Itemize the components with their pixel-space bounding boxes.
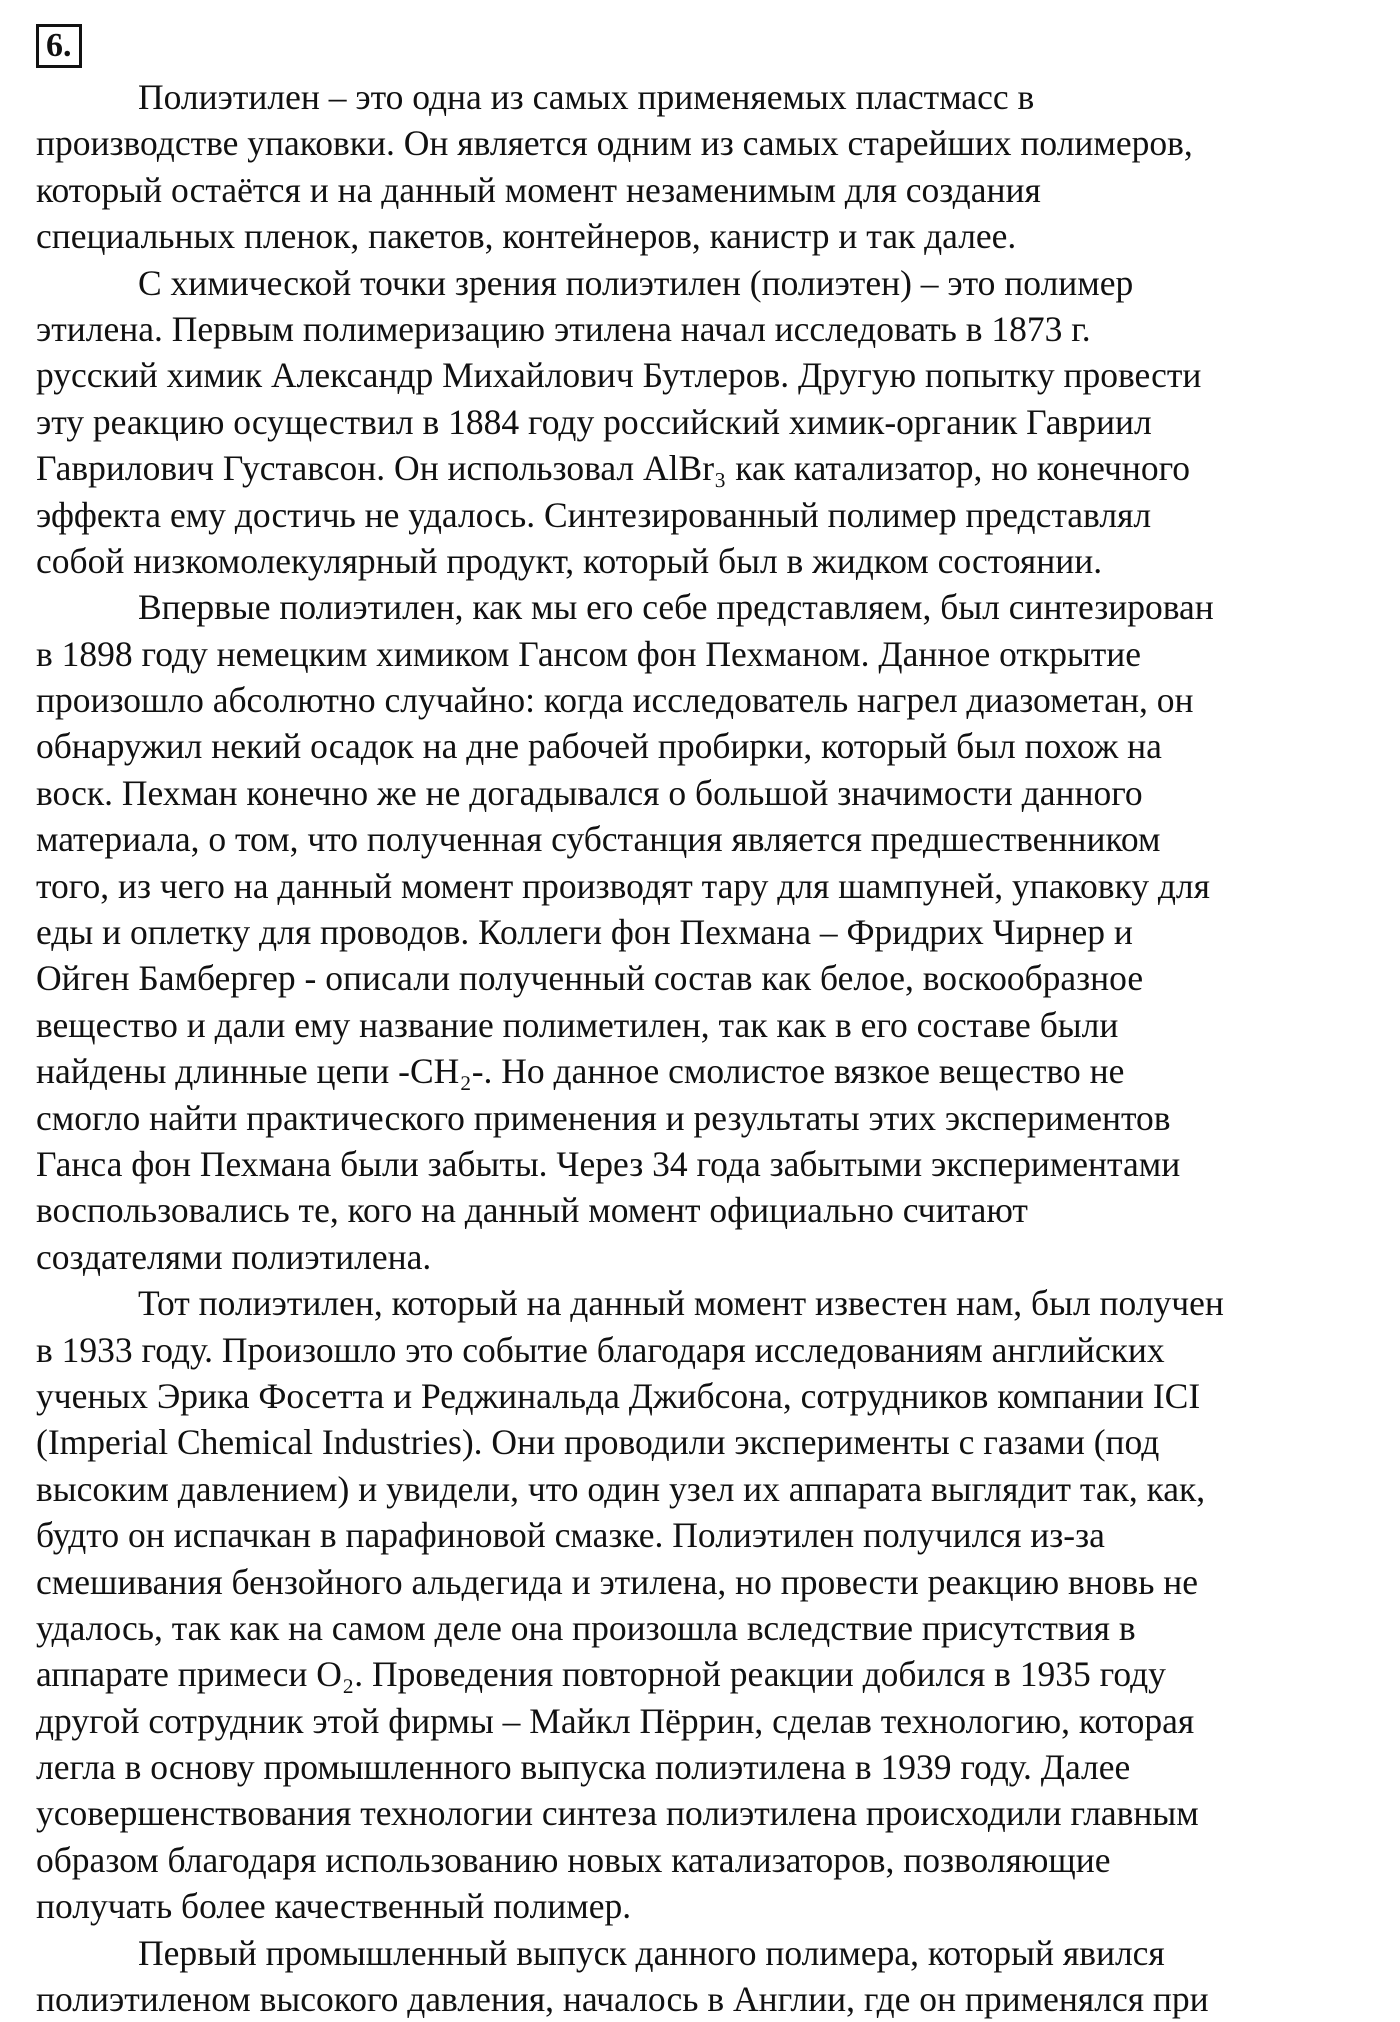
- paragraph-5: [36, 1930, 1400, 2022]
- text-line: удалось, так как на самом деле она произошла вследствие присутствия в: [36, 1607, 1136, 1648]
- text-line: материала, о том, что полученная субстанция является предшественником: [36, 819, 1161, 860]
- document-page: [36, 24, 1400, 2022]
- text-line: полиэтиленом высокого давления, началось в Англии, где он применялся при: [36, 1979, 1209, 2020]
- text-line: в 1933 году. Произошло это событие благодаря исследованиям английских: [36, 1329, 1165, 1370]
- text-line: воск. Пехман конечно же не догадывался о большой значимости данного: [36, 772, 1143, 813]
- text-line: будто он испачкан в парафиновой смазке. Полиэтилен получился из-за: [36, 1515, 1105, 1556]
- text-line: образом благодаря использованию новых катализаторов, позволяющие: [36, 1839, 1111, 1880]
- text-line: (Imperial Chemical Industries). Они проводили эксперименты с газами (под: [36, 1422, 1160, 1463]
- text-line: эту реакцию осуществил в 1884 году российский химик-органик Гавриил: [36, 401, 1152, 442]
- paragraph-1: [36, 74, 1400, 260]
- text-line: Впервые полиэтилен, как мы его себе представляем, был синтезирован: [138, 587, 1214, 628]
- text-line: воспользовались те, кого на данный момент официально считают: [36, 1190, 1028, 1231]
- paragraph-2: [36, 260, 1400, 585]
- text-line: С химической точки зрения полиэтилен (полиэтен) – это полимер: [138, 262, 1134, 303]
- text-line: Ойген Бамбергер - описали полученный состав как белое, воскообразное: [36, 958, 1144, 999]
- text-line: русский химик Александр Михайлович Бутлеров. Другую попытку провести: [36, 355, 1202, 396]
- text-line: вещество и дали ему название полиметилен, так как в его составе были: [36, 1004, 1119, 1045]
- text-line: Гаврилович Густавсон. Он использовал AlBr₃ как катализатор, но конечного: [36, 448, 1191, 489]
- task-number-box: 6.: [36, 24, 82, 68]
- text-line: еды и оплетку для проводов. Коллеги фон Пехмана – Фридрих Чирнер и: [36, 912, 1133, 953]
- text-line: легла в основу промышленного выпуска полиэтилена в 1939 году. Далее: [36, 1747, 1131, 1788]
- text-line: другой сотрудник этой фирмы – Майкл Пёррин, сделав технологию, которая: [36, 1700, 1195, 1741]
- text-line: усовершенствования технологии синтеза полиэтилена происходили главным: [36, 1793, 1199, 1834]
- text-line: аппарате примеси O₂. Проведения повторной реакции добился в 1935 году: [36, 1654, 1166, 1695]
- text-line: Тот полиэтилен, который на данный момент известен нам, был получен: [138, 1283, 1224, 1324]
- text-line: в 1898 году немецким химиком Гансом фон Пехманом. Данное открытие: [36, 633, 1142, 674]
- text-line: смешивания бензойного альдегида и этилена, но провести реакцию вновь не: [36, 1561, 1199, 1602]
- text-line: Полиэтилен – это одна из самых применяемых пластмасс в: [138, 77, 1035, 117]
- text-line: производстве упаковки. Он является одним из самых старейших полимеров,: [36, 123, 1193, 164]
- text-line: который остаётся и на данный момент незаменимым для создания: [36, 169, 1041, 210]
- text-line: произошло абсолютно случайно: когда исследователь нагрел диазометан, он: [36, 680, 1194, 721]
- text-line: создателями полиэтилена.: [36, 1236, 432, 1277]
- text-line: получать более качественный полимер.: [36, 1886, 632, 1927]
- text-line: специальных пленок, пакетов, контейнеров, канистр и так далее.: [36, 216, 1017, 257]
- text-line: эффекта ему достичь не удалось. Синтезированный полимер представлял: [36, 494, 1152, 535]
- text-line: собой низкомолекулярный продукт, который был в жидком состоянии.: [36, 540, 1103, 581]
- text-line: обнаружил некий осадок на дне рабочей пробирки, который был похож на: [36, 726, 1162, 767]
- text-line: ученых Эрика Фосетта и Реджинальда Джибсона, сотрудников компании ICI: [36, 1375, 1201, 1416]
- text-line: Ганса фон Пехмана были забыты. Через 34 года забытыми экспериментами: [36, 1143, 1181, 1184]
- text-line: найдены длинные цепи -CH₂-. Но данное смолистое вязкое вещество не: [36, 1051, 1125, 1092]
- text-line: этилена. Первым полимеризацию этилена начал исследовать в 1873 г.: [36, 308, 1091, 349]
- text-line: того, из чего на данный момент производят тару для шампуней, упаковку для: [36, 865, 1210, 906]
- paragraph-3: [36, 584, 1400, 1280]
- text-line: высоким давлением) и увидели, что один узел их аппарата выглядит так, как,: [36, 1468, 1206, 1509]
- text-line: смогло найти практического применения и результаты этих экспериментов: [36, 1097, 1171, 1138]
- paragraph-4: [36, 1280, 1400, 1929]
- text-line: Первый промышленный выпуск данного полимера, который явился: [138, 1932, 1165, 1973]
